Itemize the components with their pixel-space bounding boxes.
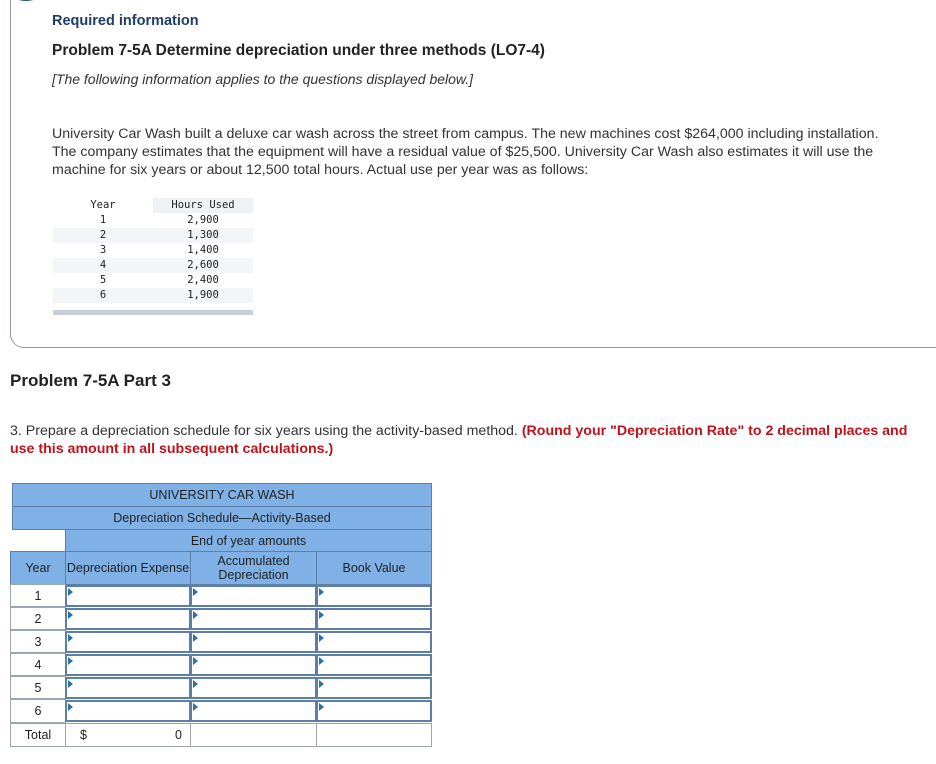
dep-expense-input[interactable] [65,700,191,722]
input-marker-icon [193,703,198,711]
input-marker-icon [193,611,198,619]
row-year-cell: 3 [10,630,66,653]
col-year-label: Year [25,561,51,575]
input-marker-icon [319,588,324,596]
hours-value-cell: 2,600 [153,258,253,273]
total-dep-expense-cell [65,723,191,747]
book-value-input[interactable] [316,585,432,607]
problem-paragraph: University Car Wash built a deluxe car wash across the street from campus. The new machines cost $264,000 including installation. The company estimates that the equipment will have a residual value of $25,500. University Car Wash also estimates it will use the machine for six years or about 12,500 total hours. Actual use per year was as follows: [52,126,879,178]
required-info-heading: Required information [52,13,199,29]
book-value-input[interactable] [316,654,432,676]
accumulated-dep-input[interactable] [190,608,317,630]
hours-year-cell: 5 [99,274,107,286]
input-marker-icon [68,634,73,642]
rounding-instruction: (Round your "Depreciation Rate" to 2 decimal places and use this amount in all subsequent calculations.) [10,423,908,457]
col-dep-label: Depreciation Expense [66,561,190,575]
dep-expense-input[interactable] [65,608,191,630]
input-marker-icon [319,703,324,711]
hours-value-cell: 1,300 [153,228,253,243]
book-value-input[interactable] [316,677,432,699]
accumulated-dep-input[interactable] [190,654,317,676]
hours-year-cell: 1 [99,214,107,226]
col-acc-header [190,551,317,585]
row-year-cell: 2 [10,607,66,630]
hours-value-cell: 1,400 [187,244,219,256]
accumulated-dep-input[interactable] [190,700,317,722]
book-value-input[interactable] [316,631,432,653]
input-marker-icon [193,680,198,688]
row-year-cell: 1 [10,584,66,607]
table-row [53,273,253,288]
table-row [53,213,253,228]
table-row [53,288,253,303]
total-book-value-cell [316,723,432,747]
hours-year-cell: 2 [53,228,153,243]
hours-year-cell: 3 [99,244,107,256]
hours-year-cell: 6 [53,288,153,303]
input-marker-icon [319,611,324,619]
table-row [53,228,253,243]
accumulated-dep-input[interactable] [190,631,317,653]
book-value-input[interactable] [316,700,432,722]
table-scrollbar[interactable] [53,310,253,315]
schedule-method-title: Depreciation Schedule—Activity-Based [12,506,432,530]
schedule-period-title: End of year amounts [65,529,432,552]
accumulated-dep-input[interactable] [190,677,317,699]
table-row [53,243,253,258]
hours-header-year: Year [90,199,116,211]
total-accumulated-cell [190,723,317,747]
row-year-cell: 6 [10,699,66,723]
hours-value-cell: 2,900 [187,214,219,226]
dep-expense-input[interactable] [65,677,191,699]
col-acc-label: Accumulated Depreciation [217,554,290,582]
input-marker-icon [68,680,73,688]
applies-note: [The following information applies to the questions displayed below.] [52,71,474,87]
input-marker-icon [68,657,73,665]
col-book-header [316,551,432,585]
input-marker-icon [193,588,198,596]
part-title: Problem 7-5A Part 3 [10,371,171,390]
total-currency-symbol: $ [80,728,87,742]
hours-value-cell: 2,400 [187,274,219,286]
question-text [10,422,925,458]
book-value-input[interactable] [316,608,432,630]
dep-expense-input[interactable] [65,585,191,607]
row-year-cell: 5 [10,676,66,699]
col-book-label: Book Value [342,561,406,575]
hours-value-cell: 1,900 [153,288,253,303]
step-indicator-dot [8,0,44,1]
total-label: Total [10,723,66,747]
accumulated-dep-input[interactable] [190,585,317,607]
input-marker-icon [193,657,198,665]
depreciation-schedule [10,483,432,749]
dep-expense-input[interactable] [65,631,191,653]
input-marker-icon [68,611,73,619]
input-marker-icon [68,588,73,596]
input-marker-icon [68,703,73,711]
hours-used-table [53,198,253,303]
hours-year-cell: 4 [53,258,153,273]
schedule-company-title: UNIVERSITY CAR WASH [12,483,432,507]
col-dep-header [65,551,191,585]
col-year-header [10,551,66,585]
problem-title: Problem 7-5A Determine depreciation under three methods (LO7-4) [52,42,545,59]
table-row [53,258,253,273]
question-body: 3. Prepare a depreciation schedule for six years using the activity-based method. [10,423,522,439]
dep-expense-input[interactable] [65,654,191,676]
row-year-cell: 4 [10,653,66,676]
total-dep-expense-value: 0 [175,728,182,742]
input-marker-icon [319,634,324,642]
input-marker-icon [319,657,324,665]
hours-header-hours: Hours Used [153,198,253,213]
input-marker-icon [319,680,324,688]
input-marker-icon [193,634,198,642]
